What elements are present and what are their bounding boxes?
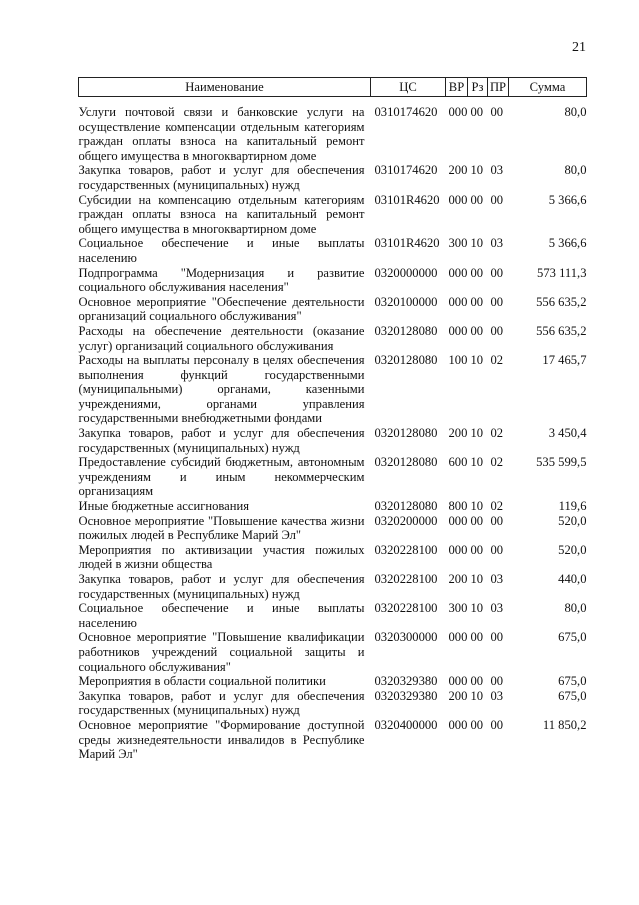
row-rz: 00 — [470, 674, 484, 689]
row-sum: 80,0 — [564, 163, 587, 178]
row-name: Закупка товаров, работ и услуг для обеспечения государственных (муниципальных) нужд — [78, 426, 365, 455]
row-pr: 03 — [490, 236, 504, 251]
row-cs: 0320128080 — [374, 455, 438, 470]
row-name: Расходы на обеспечение деятельности (оказание услуг) организаций социального обслуживания — [78, 323, 365, 353]
row-name: Основное мероприятие "Обеспечение деятельности организаций социального обслуживания" — [78, 294, 365, 324]
row-pr: 00 — [490, 542, 504, 557]
row-sum: 675,0 — [558, 630, 587, 645]
row-name: Закупка товаров, работ и услуг для обеспечения государственных (муниципальных) нужд — [78, 572, 365, 601]
row-rz: 00 — [470, 542, 484, 557]
row-pr: 02 — [490, 455, 504, 470]
row-rz: 00 — [470, 513, 484, 528]
table-row — [79, 353, 587, 426]
row-cs: 0320128080 — [374, 499, 438, 514]
row-name: Услуги почтовой связи и банковские услуги на осуществление компенсации отдельным категориям граждан оплаты взноса на капитальный ремонт общего имущества в многоквартирном доме — [78, 105, 365, 163]
table-row — [79, 499, 587, 514]
row-sum: 80,0 — [564, 601, 587, 616]
row-name: Мероприятия в области социальной политики — [78, 674, 326, 689]
header-sum: Сумма — [509, 78, 587, 97]
table-row — [79, 193, 587, 237]
row-vr: 200 — [448, 163, 468, 178]
row-vr: 000 — [448, 674, 468, 689]
row-cs: 03101R4620 — [374, 236, 440, 251]
table-row — [79, 295, 587, 324]
row-sum: 17 465,7 — [542, 353, 587, 368]
row-rz: 10 — [470, 499, 484, 514]
table-row — [79, 426, 587, 455]
table-row — [79, 543, 587, 572]
table-row — [79, 572, 587, 601]
row-pr: 00 — [490, 323, 504, 338]
row-rz: 10 — [470, 601, 484, 616]
row-cs: 0320128080 — [374, 323, 438, 338]
row-vr: 300 — [448, 601, 468, 616]
table-row — [79, 163, 587, 192]
row-sum: 556 635,2 — [536, 294, 587, 309]
row-vr: 300 — [448, 236, 468, 251]
row-vr: 000 — [448, 323, 468, 338]
row-rz: 10 — [470, 163, 484, 178]
table-row — [79, 324, 587, 353]
table-row — [79, 97, 587, 164]
row-cs: 0320228100 — [374, 601, 438, 616]
row-cs: 0320128080 — [374, 353, 438, 368]
row-cs: 03101R4620 — [374, 192, 440, 207]
row-sum: 5 366,6 — [548, 192, 587, 207]
row-sum: 675,0 — [558, 674, 587, 689]
header-cs: ЦС — [371, 78, 446, 97]
row-name: Закупка товаров, работ и услуг для обеспечения государственных (муниципальных) нужд — [78, 688, 365, 718]
row-vr: 600 — [448, 455, 468, 470]
table-row — [79, 630, 587, 674]
row-cs: 0320329380 — [374, 688, 438, 703]
row-vr: 200 — [448, 688, 468, 703]
row-cs: 0310174620 — [374, 105, 438, 119]
row-rz: 10 — [470, 572, 484, 586]
table-row — [79, 455, 587, 499]
row-name: Иные бюджетные ассигнования — [78, 499, 250, 514]
row-rz: 10 — [470, 426, 484, 441]
row-vr: 800 — [448, 499, 468, 514]
header-name: Наименование — [79, 78, 371, 97]
row-pr: 00 — [490, 513, 504, 528]
row-pr: 00 — [490, 717, 504, 732]
row-pr: 00 — [490, 265, 504, 280]
row-pr: 03 — [490, 601, 504, 616]
row-name: Субсидии на компенсацию отдельным категориям граждан оплаты взноса на капитальный ремонт общего имущества в многоквартирном доме — [78, 192, 365, 236]
row-cs: 0320400000 — [374, 717, 438, 732]
row-sum: 119,6 — [558, 499, 587, 514]
row-sum: 675,0 — [558, 688, 587, 703]
row-cs: 0310174620 — [374, 163, 438, 178]
header-pr: ПР — [488, 78, 509, 97]
row-pr: 00 — [490, 630, 504, 645]
row-sum: 556 635,2 — [536, 323, 587, 338]
budget-table — [78, 77, 587, 762]
row-rz: 00 — [470, 630, 484, 645]
row-name: Расходы на выплаты персоналу в целях обеспечения выполнения функций государственными (муниципальными) органами, казенными учреждениями, органами управления государственными внебюджетными фондами — [78, 353, 365, 426]
row-sum: 440,0 — [558, 572, 587, 586]
row-vr: 200 — [448, 572, 468, 586]
row-rz: 00 — [470, 192, 484, 207]
row-cs: 0320228100 — [374, 572, 438, 586]
row-sum: 520,0 — [558, 513, 587, 528]
row-pr: 00 — [490, 105, 504, 119]
row-vr: 000 — [448, 105, 468, 119]
row-vr: 000 — [448, 717, 468, 732]
table-body — [79, 97, 587, 762]
row-sum: 535 599,5 — [536, 455, 587, 470]
row-rz: 00 — [470, 105, 484, 119]
row-vr: 000 — [448, 294, 468, 309]
page-number: 21 — [572, 40, 586, 55]
row-cs: 0320200000 — [374, 513, 438, 528]
header-row — [79, 78, 587, 97]
row-sum: 5 366,6 — [548, 236, 587, 251]
row-rz: 10 — [470, 688, 484, 703]
row-rz: 10 — [470, 455, 484, 470]
row-rz: 00 — [470, 265, 484, 280]
table-row — [79, 689, 587, 718]
table-row — [79, 718, 587, 762]
row-cs: 0320300000 — [374, 630, 438, 645]
row-vr: 100 — [448, 353, 468, 368]
row-cs: 0320000000 — [374, 265, 438, 280]
row-cs: 0320100000 — [374, 294, 438, 309]
row-name: Мероприятия по активизации участия пожилых людей в жизни общества — [78, 542, 365, 572]
row-rz: 10 — [470, 353, 484, 368]
row-pr: 02 — [490, 499, 504, 514]
row-rz: 00 — [470, 323, 484, 338]
row-vr: 000 — [448, 542, 468, 557]
row-pr: 00 — [490, 192, 504, 207]
row-sum: 3 450,4 — [548, 426, 587, 441]
row-pr: 00 — [490, 294, 504, 309]
header-vr: ВР — [446, 78, 468, 97]
table-row — [79, 514, 587, 543]
row-cs: 0320228100 — [374, 542, 438, 557]
row-name: Социальное обеспечение и иные выплаты населению — [78, 236, 365, 265]
row-vr: 000 — [448, 513, 468, 528]
row-vr: 000 — [448, 192, 468, 207]
table-header — [79, 78, 587, 97]
row-name: Предоставление субсидий бюджетным, автономным учреждениям и иным некоммерческим организациям — [78, 455, 365, 499]
table-row — [79, 674, 587, 689]
row-rz: 00 — [470, 294, 484, 309]
row-name: Закупка товаров, работ и услуг для обеспечения государственных (муниципальных) нужд — [78, 163, 365, 192]
row-sum: 11 850,2 — [542, 717, 587, 732]
row-cs: 0320128080 — [374, 426, 438, 441]
row-vr: 200 — [448, 426, 468, 441]
row-pr: 03 — [490, 163, 504, 178]
row-name: Подпрограмма "Модернизация и развитие социального обслуживания населения" — [78, 265, 365, 295]
row-cs: 0320329380 — [374, 674, 438, 689]
row-sum: 520,0 — [558, 542, 587, 557]
row-pr: 03 — [490, 572, 504, 586]
row-pr: 02 — [490, 353, 504, 368]
row-name: Основное мероприятие "Формирование доступной среды жизнедеятельности инвалидов в Республике Марий Эл" — [78, 717, 365, 762]
header-rz: Рз — [468, 78, 488, 97]
row-pr: 00 — [490, 674, 504, 689]
table-row — [79, 601, 587, 630]
table-row — [79, 236, 587, 265]
row-name: Основное мероприятие "Повышение квалификации работников учреждений социальной защиты и социального обслуживания" — [78, 630, 365, 674]
row-pr: 03 — [490, 688, 504, 703]
row-pr: 02 — [490, 426, 504, 441]
table-row — [79, 266, 587, 295]
row-sum: 80,0 — [564, 105, 587, 119]
row-rz: 10 — [470, 236, 484, 251]
row-name: Основное мероприятие "Повышение качества жизни пожилых людей в Республике Марий Эл" — [78, 513, 365, 543]
row-vr: 000 — [448, 265, 468, 280]
row-name: Социальное обеспечение и иные выплаты населению — [78, 601, 365, 630]
row-rz: 00 — [470, 717, 484, 732]
row-sum: 573 111,3 — [537, 265, 587, 280]
row-vr: 000 — [448, 630, 468, 645]
